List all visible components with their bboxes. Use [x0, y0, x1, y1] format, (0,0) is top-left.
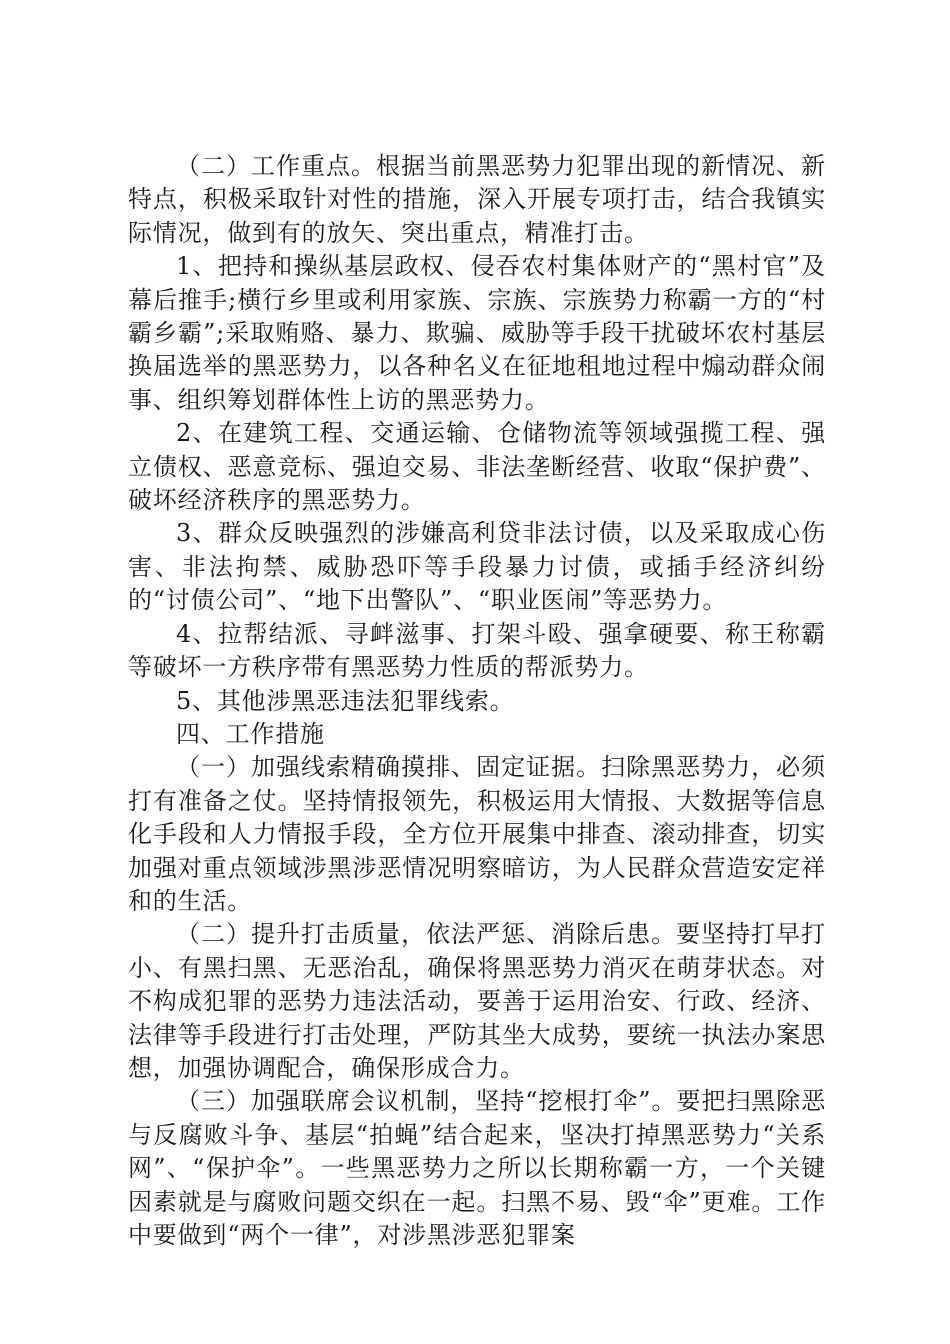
section-heading-measures: 四、工作措施	[176, 719, 325, 748]
paragraph-item-2: 2、在建筑工程、交通运输、仓储物流等领域强揽工程、强立债权、恶意竞标、强迫交易、非法垄断经营、收取“保护费”、破坏经济秩序的黑恶势力。	[128, 419, 826, 515]
document-body	[128, 150, 826, 1252]
paragraph-item-3: 3、群众反映强烈的涉嫌高利贷非法讨债，以及采取成心伤害、非法拘禁、威胁恐吓等手段暴力讨债，或插手经济纠纷的“讨债公司”、“地下出警队”、“职业医闹”等恶势力。	[128, 519, 826, 615]
paragraph-item-1: 1、把持和操纵基层政权、侵吞农村集体财产的“黑村官”及幕后推手;横行乡里或利用家族、宗族、宗族势力称霸一方的“村霸乡霸”;采取贿赂、暴力、欺骗、威胁等手段干扰破坏农村基层换届选举的黑恶势力，以各种名义在征地租地过程中煽动群众闹事、组织筹划群体性上访的黑恶势力。	[128, 252, 826, 414]
paragraph-measure-1: （一）加强线索精确摸排、固定证据。扫除黑恶势力，必须打有准备之仗。坚持情报领先，积极运用大情报、大数据等信息化手段和人力情报手段，全方位开展集中排查、滚动排查，切实加强对重点领域涉黑涉恶情况明察暗访，为人民群众营造安定祥和的生活。	[128, 753, 826, 915]
paragraph-item-4: 4、拉帮结派、寻衅滋事、打架斗殴、强拿硬要、称王称霸等破坏一方秩序带有黑恶势力性质的帮派势力。	[128, 619, 826, 682]
paragraph-measure-3: （三）加强联席会议机制，坚持“挖根打伞”。要把扫黑除恶与反腐败斗争、基层“拍蝇”结合起来，坚决打掉黑恶势力“关系网”、“保护伞”。一些黑恶势力之所以长期称霸一方，一个关键因素就是与腐败问题交织在一起。扫黑不易、毁“伞”更难。工作中要做到“两个一律”，对涉黑涉恶犯罪案	[128, 1087, 826, 1249]
paragraph-item-5: 5、其他涉黑恶违法犯罪线索。	[176, 686, 515, 715]
paragraph-work-focus: （二）工作重点。根据当前黑恶势力犯罪出现的新情况、新特点，积极采取针对性的措施，深入开展专项打击，结合我镇实际情况，做到有的放矢、突出重点，精准打击。	[128, 152, 826, 247]
paragraph-measure-2: （二）提升打击质量，依法严惩、消除后患。要坚持打早打小、有黑扫黑、无恶治乱，确保将黑恶势力消灭在萌芽状态。对不构成犯罪的恶势力违法活动，要善于运用治安、行政、经济、法律等手段进行打击处理，严防其坐大成势，要统一执法办案思想，加强协调配合，确保形成合力。	[128, 920, 826, 1082]
